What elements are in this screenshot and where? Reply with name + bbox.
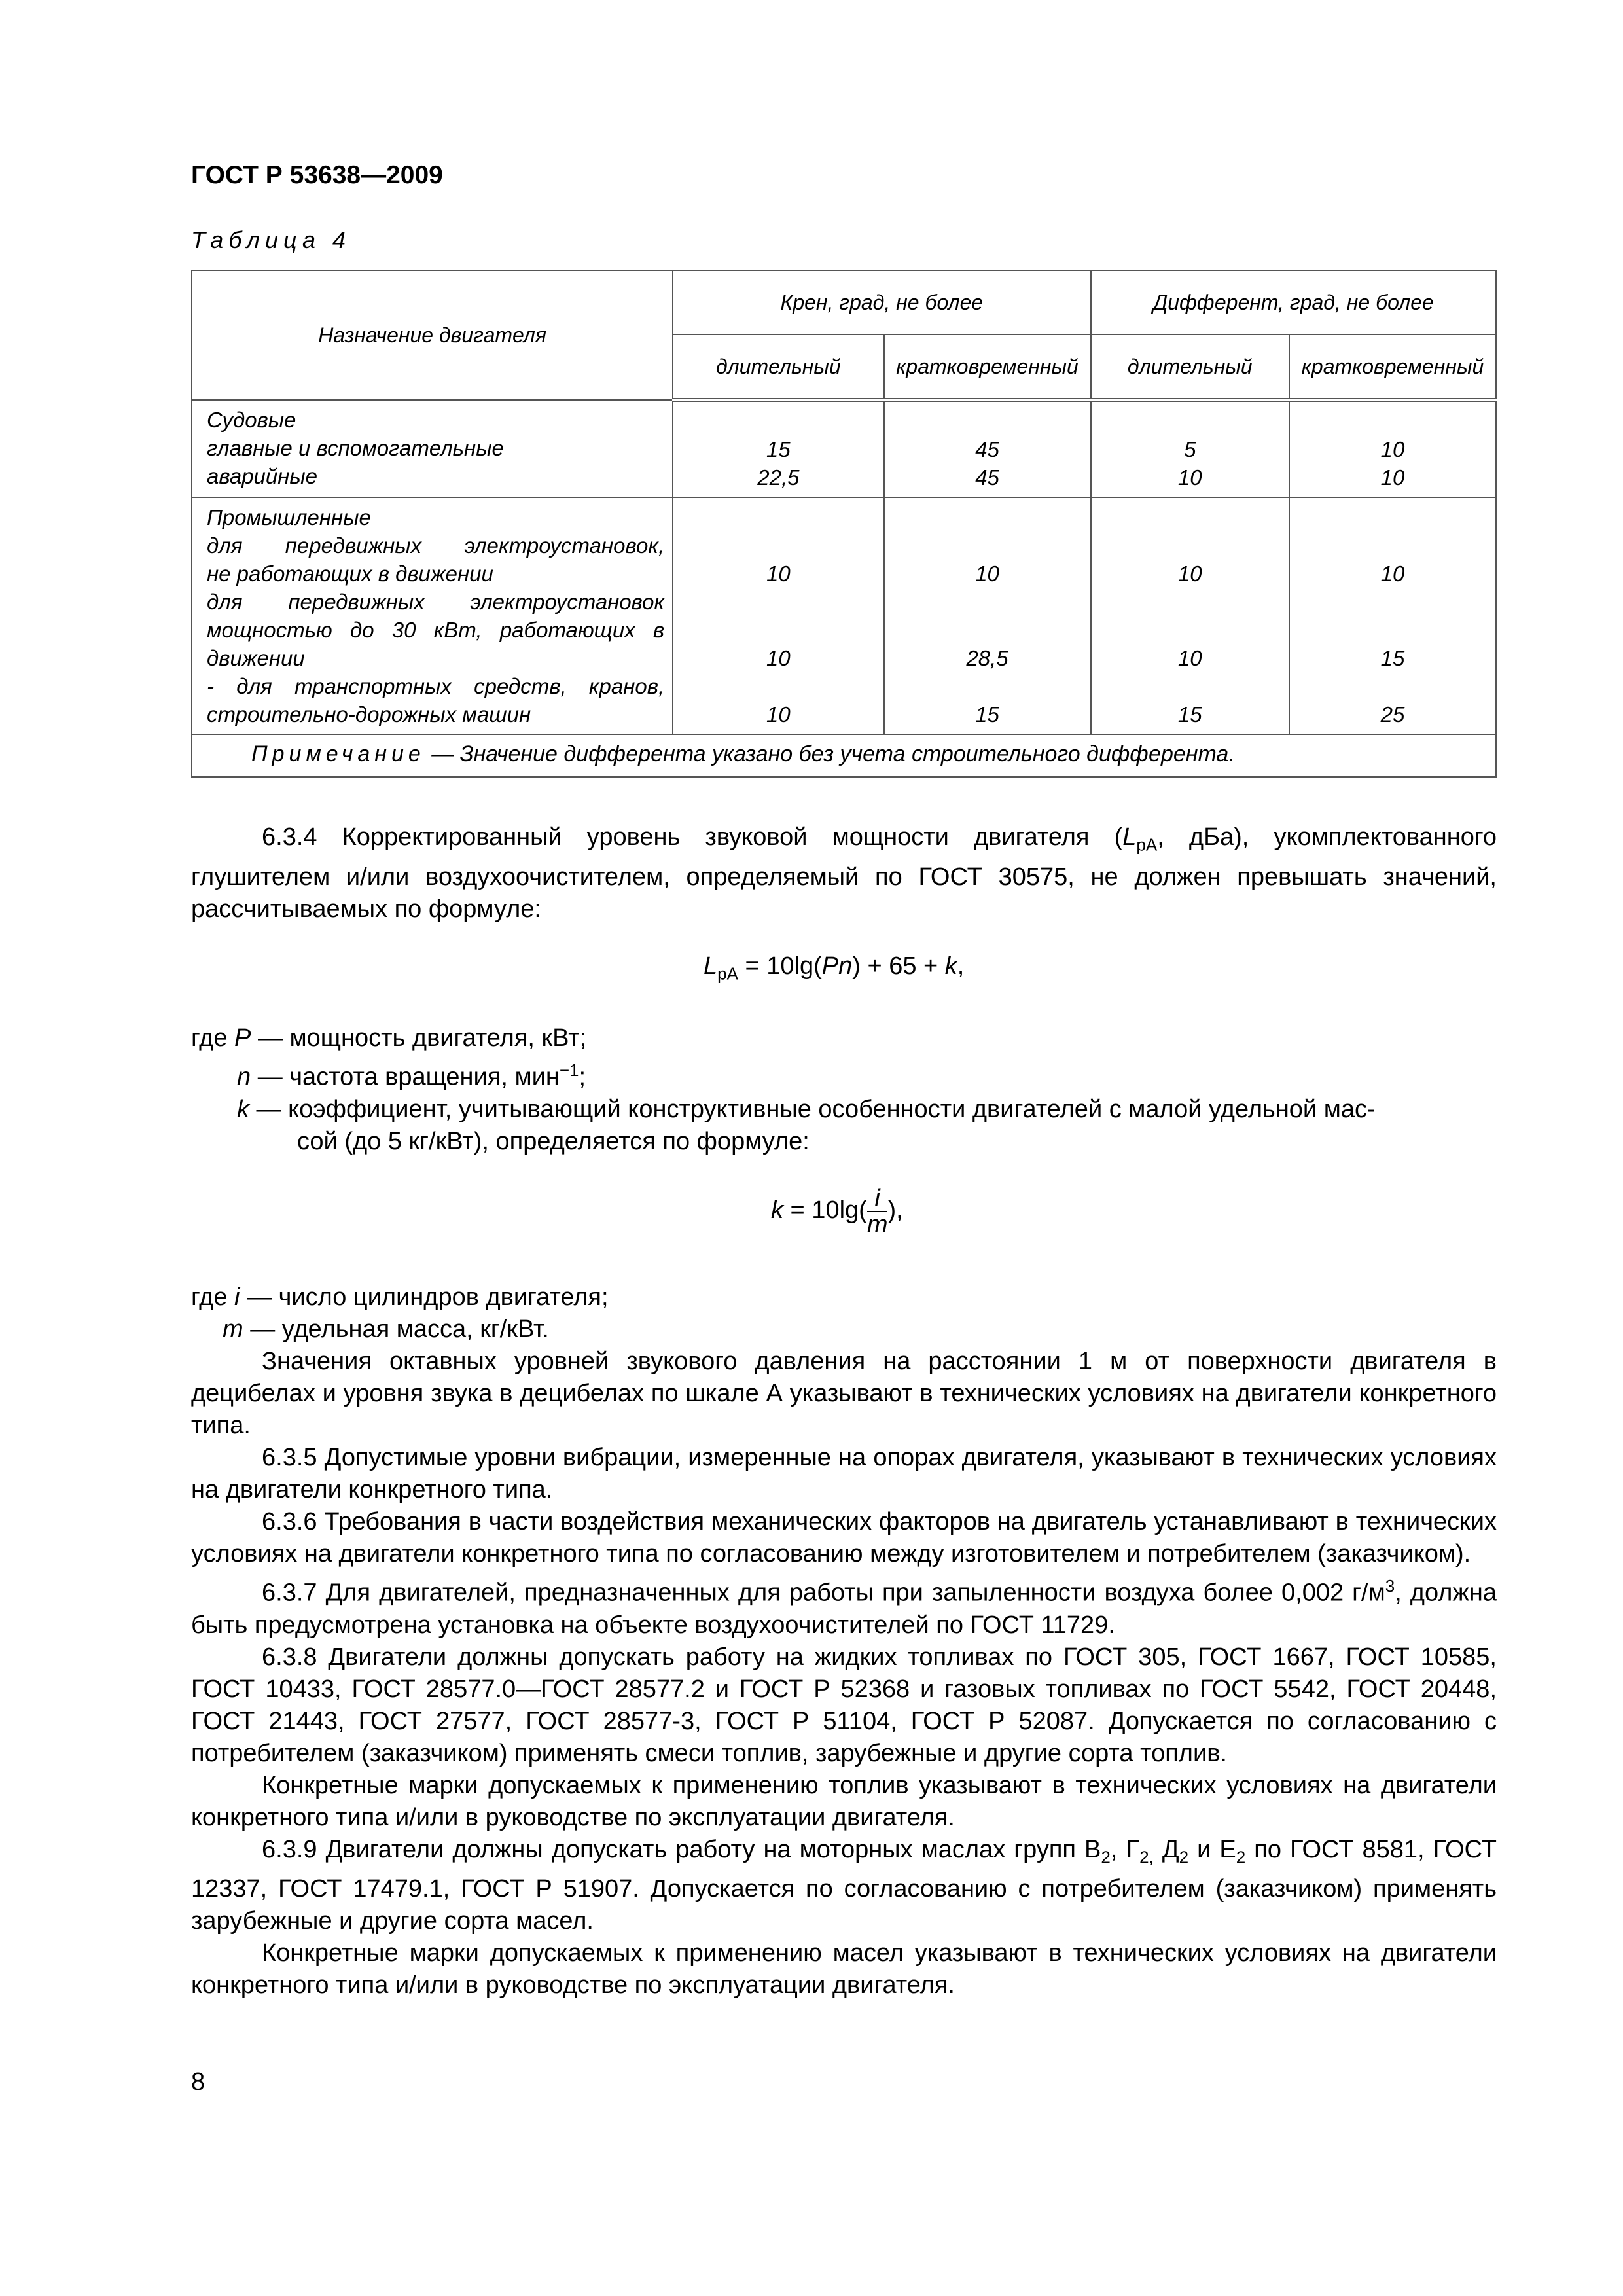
table-note: [192, 734, 1496, 777]
cell-trim-short: 10 15 25: [1289, 497, 1496, 734]
operating-angles-table: [191, 270, 1497, 778]
where-list-2: где i — число цилиндров двигателя; m — удельная масса, кг/кВт.: [191, 1283, 609, 1343]
paragraph-6-3-7: 6.3.7 Для двигателей, предназначенных для работы при запыленности воздуха более 0,002 $г/м^3$, должна быть предусмотрена установка на объекте воздухоочистителей по ГОСТ 11729.: [191, 1576, 1497, 1639]
row-label-marine: Судовые главные и вспомогательные аварийные: [192, 400, 673, 497]
where-list-1: где P — мощность двигателя, кВт; n — частота вращения, мин$^{-1}$; k — коэффициент, учитывающий конструктивные особенности двигателей с малой удельной мас- сой (до 5 кг/кВт), определяется по формуле:: [191, 1024, 1376, 1155]
note-text: — Значение дифферента указано без учета строительного дифферента.: [425, 742, 1235, 766]
formula-sound-power: $L_{pA} = 10\lg(Pn) + 65 + k$,: [704, 952, 965, 984]
table-row-industrial: [192, 497, 1496, 734]
paragraph-6-3-5: 6.3.5 Допустимые уровни вибрации, измеренные на опорах двигателя, указывают в технических условиях на двигатели конкретного типа.: [191, 1444, 1497, 1503]
fraction-i-over-m: $\frac{i}{m}$: [866, 1185, 888, 1238]
paragraph-fuel-marks: Конкретные марки допускаемых к применению топлив указывают в технических условиях на двигатели конкретного типа и/или в руководстве по эксплуатации двигателя.: [191, 1771, 1497, 1831]
sections-6-3-5-to-6-3-9: [191, 1346, 1497, 2001]
subheader-roll-short: кратковременный: [884, 334, 1091, 400]
document-header: ГОСТ Р 53638—2009: [191, 161, 443, 189]
cell-roll-long: 15 22,5: [673, 400, 883, 497]
paragraph-octave: Значения октавных уровней звукового давления на расстоянии 1 м от поверхности двигателя в децибелах и уровня звука в децибелах по шкале А указывают в технических условиях на двигатели конкретного типа.: [191, 1348, 1497, 1439]
cell-trim-short: 10 10: [1289, 400, 1496, 497]
table-row-marine: [192, 400, 1496, 497]
formula-coefficient-k: k = 10lg( $\frac{i}{m}$ ),: [771, 1185, 903, 1238]
table-caption: Таблица 4: [191, 226, 351, 253]
paragraph-6-3-8: 6.3.8 Двигатели должны допускать работу на жидких топливах по ГОСТ 305, ГОСТ 1667, ГОСТ 10585, ГОСТ 10433, ГОСТ 28577.0—ГОСТ 28577.2 и ГОСТ Р 52368 и газовых топливах по ГОСТ 5542, ГОСТ 20448, ГОСТ 21443, ГОСТ 27577, ГОСТ 28577-3, ГОСТ Р 51104, ГОСТ Р 52087. Допускается по согласованию с потребителем (заказчиком) применять смеси топлив, зарубежные и другие сорта топлив.: [191, 1643, 1497, 1767]
cell-trim-long: 10 10 15: [1091, 497, 1290, 734]
paragraph-6-3-6: 6.3.6 Требования в части воздействия механических факторов на двигатель устанавливают в технических условиях на двигатели конкретного типа по согласованию между изготовителем и потребителем (заказчиком).: [191, 1508, 1497, 1568]
cell-roll-short: 10 28,5 15: [884, 497, 1091, 734]
section-6-3-4: 6.3.4 Корректированный уровень звуковой мощности двигателя ($L_{pA}$, дБа), укомплектованного глушителем и/или воздухоочистителем, определяемый по ГОСТ 30575, не должен превышать значений, рассчитываемых по формуле:: [191, 823, 1497, 923]
note-label: Примечание: [251, 742, 425, 766]
subheader-roll-long: длительный: [673, 334, 883, 400]
col-header-trim: Дифферент, град, не более: [1091, 270, 1497, 334]
cell-roll-long: 10 10 10: [673, 497, 883, 734]
page-number: 8: [191, 2068, 205, 2096]
col-header-purpose: Назначение двигателя: [192, 270, 673, 400]
row-label-industrial: Промышленные для передвижных электроустановок, не работающих в движении для передвижных электроустановок мощностью до 30 кВт, работающих в движении - для транспортных средств, кранов, строительно-дорожных машин: [192, 497, 673, 734]
table-note-row: [192, 734, 1496, 777]
subheader-trim-short: кратковременный: [1289, 334, 1496, 400]
paragraph-oil-marks: Конкретные марки допускаемых к применению масел указывают в технических условиях на двигатели конкретного типа и/или в руководстве по эксплуатации двигателя.: [191, 1939, 1497, 2000]
col-header-roll: Крен, град, не более: [673, 270, 1090, 334]
subheader-trim-long: длительный: [1091, 334, 1290, 400]
cell-trim-long: 5 10: [1091, 400, 1290, 497]
cell-roll-short: 45 45: [884, 400, 1091, 497]
paragraph-6-3-9: 6.3.9 Двигатели должны допускать работу на моторных маслах групп $В_2$, $Г_{2,}$ $Д_2$ и $Е_2$ по ГОСТ 8581, ГОСТ 12337, ГОСТ 17479.1, ГОСТ Р 51907. Допускается по согласованию с потребителем (заказчиком) применять зарубежные и другие сорта масел.: [191, 1835, 1497, 1935]
